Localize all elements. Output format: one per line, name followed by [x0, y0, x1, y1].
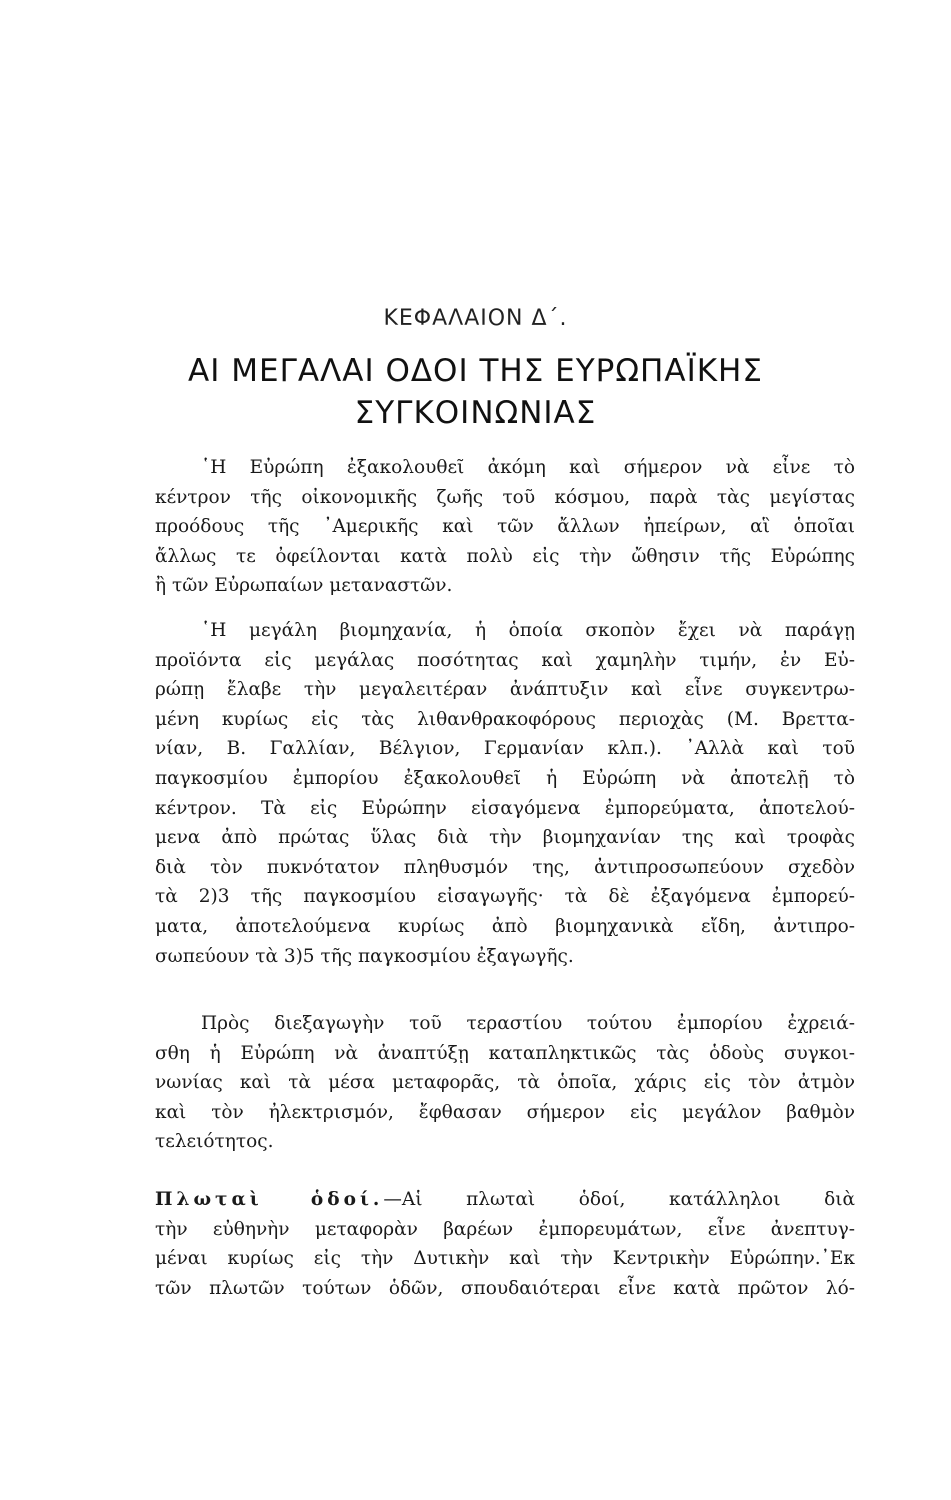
paragraph-communications [155, 1009, 855, 1157]
text-line: μένη κυρίως εἰς τὰς λιθανθρακοφόρους περιοχὰς (Μ. Βρεττα- [155, 708, 855, 730]
paragraph-europe-economic-center [155, 453, 855, 601]
text-line: τελειότητος. [155, 1131, 274, 1153]
text-line: παγκοσμίου ἐμπορίου ἐξακολουθεῖ ἡ Εὐρώπη νὰ ἀποτελῇ τὸ [155, 767, 855, 789]
text-line [155, 1185, 855, 1215]
text-line: νίαν, Β. Γαλλίαν, Βέλγιον, Γερμανίαν κλπ.). ᾿Αλλὰ καὶ τοῦ [155, 738, 855, 760]
text-line: ῾Η μεγάλη βιομηχανία, ἡ ὁποία σκοπὸν ἔχει νὰ παράγῃ [201, 620, 855, 641]
text-line: κέντρον τῆς οἰκονομικῆς ζωῆς τοῦ κόσμου, παρὰ τὰς μεγίστας [155, 486, 855, 508]
paragraph-industry-trade [155, 616, 855, 971]
text-line: τὰ 2)3 τῆς παγκοσμίου εἰσαγωγῆς· τὰ δὲ ἐξαγόμενα ἐμπορεύ- [155, 886, 855, 908]
chapter-title-line-2: ΣΥΓΚΟΙΝΩΝΙΑΣ [354, 395, 597, 431]
text-line: νωνίας καὶ τὰ μέσα μεταφορᾶς, τὰ ὁποῖα, χάρις εἰς τὸν ἀτμὸν [155, 1072, 855, 1094]
text-line: προόδους τῆς ᾿Αμερικῆς καὶ τῶν ἄλλων ἠπείρων, αἳ ὁποῖαι [155, 516, 855, 538]
text-line: ματα, ἀποτελούμενα κυρίως ἀπὸ βιομηχανικὰ εἴδη, ἀντιπρο- [155, 915, 855, 937]
text-line: προϊόντα εἰς μεγάλας ποσότητας καὶ χαμηλὴν τιμήν, ἐν Εὐ- [155, 649, 855, 671]
text-line: ῾Η Εὐρώπη ἐξακολουθεῖ ἀκόμη καὶ σήμερον νὰ εἶνε τὸ [201, 457, 855, 478]
text-line: ἢ τῶν Εὐρωπαίων μεταναστῶν. [155, 575, 453, 597]
chapter-title [0, 350, 951, 434]
paragraph-waterways [155, 1185, 855, 1303]
text-line: τὴν εὐθηνὴν μεταφορὰν βαρέων ἐμπορευμάτων, εἶνε ἀνεπτυγ- [155, 1218, 855, 1240]
text-line: τῶν πλωτῶν τούτων ὁδῶν, σπουδαιότεραι εἶνε κατὰ πρῶτον λό- [155, 1277, 855, 1299]
text-line: σθη ἡ Εὐρώπη νὰ ἀναπτύξῃ καταπληκτικῶς τὰς ὁδοὺς συγκοι- [155, 1042, 855, 1064]
text-line: καὶ τὸν ἠλεκτρισμόν, ἔφθασαν σήμερον εἰς μεγάλον βαθμὸν [155, 1101, 855, 1123]
text-line: ρώπῃ ἔλαβε τὴν μεγαλειτέραν ἀνάπτυξιν καὶ εἶνε συγκεντρω- [155, 679, 855, 701]
text-line: διὰ τὸν πυκνότατον πληθυσμόν της, ἀντιπροσωπεύουν σχεδὸν [155, 856, 855, 878]
text-line: σωπεύουν τὰ 3)5 τῆς παγκοσμίου ἐξαγωγῆς. [155, 945, 574, 967]
chapter-label: ΚΕΦΑΛΑΙΟΝ Δ΄. [383, 306, 568, 331]
text-line: μέναι κυρίως εἰς τὴν Δυτικὴν καὶ τὴν Κεντρικὴν Εὐρώπην.᾿Εκ [155, 1248, 855, 1270]
text-fragment: —Αἱ πλωταὶ ὁδοί, κατάλληλοι διὰ [383, 1189, 856, 1210]
text-line: ἄλλως τε ὀφείλονται κατὰ πολὺ εἰς τὴν ὤθησιν τῆς Εὐρώπης [155, 545, 855, 567]
text-line: κέντρον. Τὰ εἰς Εὐρώπην εἰσαγόμενα ἐμπορεύματα, ἀποτελού- [155, 797, 855, 819]
text-line: μενα ἀπὸ πρώτας ὕλας διὰ τὴν βιομηχανίαν της καὶ τροφὰς [155, 827, 855, 849]
section-heading: Πλωταὶ ὁδοί. [155, 1189, 384, 1210]
chapter-title-line-1: ΑΙ ΜΕΓΑΛΑΙ ΟΔΟΙ ΤΗΣ ΕΥΡΩΠΑΪΚΗΣ [188, 353, 763, 389]
text-line: Πρὸς διεξαγωγὴν τοῦ τεραστίου τούτου ἐμπορίου ἐχρειά- [201, 1013, 855, 1034]
